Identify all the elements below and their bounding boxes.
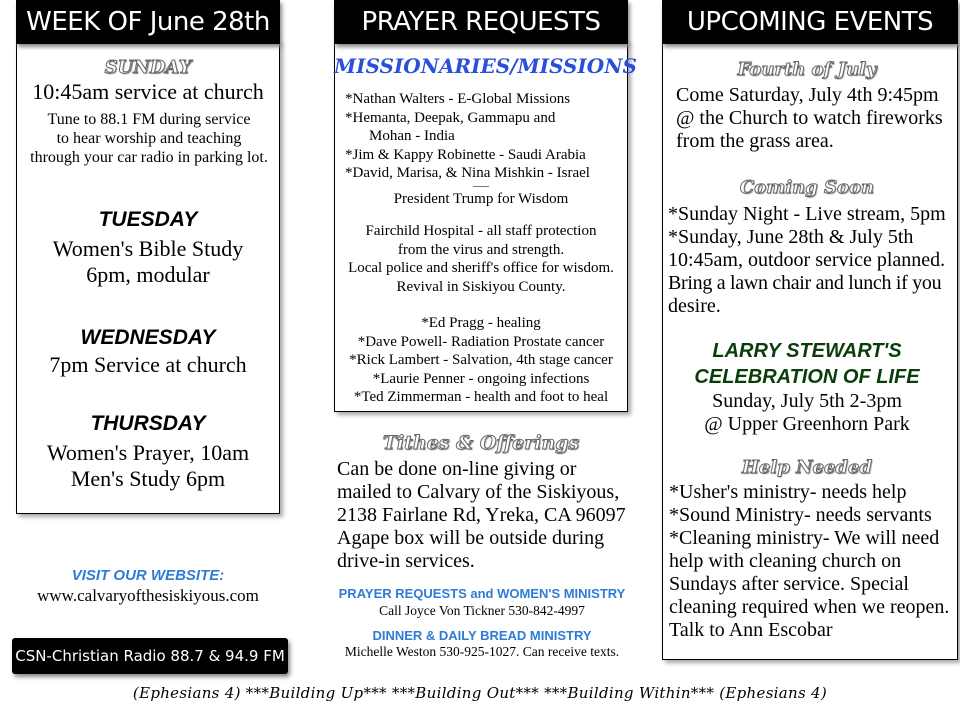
celebration-title-line: LARRY STEWART'S (712, 340, 902, 362)
missions-item: Mohan - India (369, 128, 455, 144)
coming-soon-text (668, 203, 960, 318)
celebration-title-line: CELEBRATION OF LIFE (694, 366, 920, 388)
sunday-note-line: to hear worship and teaching (56, 130, 242, 147)
tithes-title: Tithes & Offerings (382, 432, 580, 454)
prayer-header: PRAYER REQUESTS (334, 0, 628, 44)
tithes-line: Can be done on-line giving or (337, 458, 577, 480)
fourth-line: Come Saturday, July 4th 9:45pm (676, 84, 939, 106)
general-request-line: Local police and sheriff's office for wisdom. (348, 260, 614, 276)
wednesday-line: 7pm Service at church (49, 352, 247, 377)
tuesday-details (16, 236, 280, 288)
tuesday-line: 6pm, modular (86, 262, 210, 287)
tithes-line: Agape box will be outside during (337, 527, 605, 549)
fourth-title: Fourth of July (737, 59, 877, 80)
celebration-line: @ Upper Greenhorn Park (704, 413, 910, 435)
individual-request: *Ed Pragg - healing (421, 315, 541, 331)
tuesday-title: TUESDAY (98, 208, 198, 231)
fourth-line: @ the Church to watch fireworks (676, 107, 943, 129)
celebration-title (662, 338, 952, 390)
footer-verse: (Ephesians 4) ***Building Up*** ***Building Out*** ***Building Within*** (Ephesians 4) (132, 684, 828, 702)
thursday-title: THURSDAY (90, 412, 206, 435)
fourth-text (676, 84, 958, 153)
president-request: President Trump for Wisdom (393, 191, 569, 207)
coming-soon-line: *Sunday, June 28th & July 5th (668, 226, 914, 248)
general-request-line: from the virus and strength. (397, 241, 565, 258)
dinner-contact-detail: Michelle Weston 530-925-1027. Can receive texts. (344, 644, 620, 659)
sunday-service: 10:45am service at church (32, 79, 264, 104)
missions-item: *David, Marisa, & Nina Mishkin - Israel (345, 165, 590, 181)
coming-soon-line: *Sunday Night - Live stream, 5pm (668, 203, 946, 225)
individual-request: *Ted Zimmerman - health and foot to heal (353, 389, 609, 405)
help-needed-title: Help Needed (741, 457, 873, 478)
help-line: *Usher's ministry- needs help (669, 481, 907, 503)
individual-request: *Laurie Penner - ongoing infections (372, 370, 590, 387)
help-line: Talk to Ann Escobar (669, 619, 833, 641)
celebration-line: Sunday, July 5th 2-3pm (712, 390, 902, 412)
missions-item: *Hemanta, Deepak, Gammapu and (345, 109, 556, 126)
tuesday-line: Women's Bible Study (52, 236, 244, 261)
help-line: help with cleaning church on (669, 550, 902, 572)
general-request-line: Fairchild Hospital - all staff protection (365, 223, 597, 239)
website-url[interactable]: www.calvaryofthesiskiyous.com (37, 586, 259, 605)
dinner-contact-title: DINNER & DAILY BREAD MINISTRY (372, 628, 592, 643)
general-request-line: Revival in Siskiyou County. (396, 278, 566, 295)
help-line: Sundays after service. Special (669, 573, 909, 595)
events-header: UPCOMING EVENTS (662, 0, 958, 44)
prayer-contact-title: PRAYER REQUESTS and WOMEN'S MINISTRY (338, 586, 626, 601)
sunday-title: SUNDAY (104, 57, 192, 78)
thursday-line: Women's Prayer, 10am (46, 440, 250, 465)
website-label: VISIT OUR WEBSITE: (71, 567, 225, 584)
coming-soon-line: Bring a lawn chair and lunch if you (668, 272, 942, 294)
tithes-line: 2138 Fairlane Rd, Yreka, CA 96097 (337, 504, 626, 526)
sunday-note-line: Tune to 88.1 FM during service (47, 111, 251, 128)
sunday-note (14, 110, 284, 167)
coming-soon-line: desire. (668, 295, 721, 317)
divider (473, 186, 489, 187)
general-requests (334, 222, 628, 296)
tithes-text (337, 458, 631, 573)
radio-station-badge: CSN-Christian Radio 88.7 & 94.9 FM (12, 638, 288, 674)
thursday-line: Men's Study 6pm (70, 466, 226, 491)
fourth-line: from the grass area. (676, 130, 834, 152)
help-line: *Sound Ministry- needs servants (669, 504, 932, 526)
week-header: WEEK OF June 28th (16, 0, 280, 44)
coming-soon-title: Coming Soon (739, 177, 875, 198)
missions-title: MISSIONARIES/MISSIONS (334, 54, 637, 78)
tithes-line: mailed to Calvary of the Siskiyous, (337, 481, 620, 503)
sunday-note-line: through your car radio in parking lot. (30, 149, 268, 166)
wednesday-title: WEDNESDAY (80, 326, 216, 349)
celebration-details (662, 390, 952, 436)
coming-soon-line: 10:45am, outdoor service planned. (668, 249, 946, 271)
help-line: cleaning required when we reopen. (669, 596, 950, 618)
individual-requests (334, 314, 628, 407)
missions-list (345, 90, 625, 183)
tithes-line: drive-in services. (337, 550, 475, 572)
individual-request: *Rick Lambert - Salvation, 4th stage cancer (349, 352, 613, 368)
missions-item: *Jim & Kappy Robinette - Saudi Arabia (345, 146, 586, 163)
prayer-contact-detail: Call Joyce Von Tickner 530-842-4997 (379, 603, 585, 618)
missions-item: *Nathan Walters - E-Global Missions (345, 91, 571, 107)
help-needed-text (669, 481, 960, 642)
help-line: *Cleaning ministry- We will need (669, 527, 940, 549)
individual-request: *Dave Powell- Radiation Prostate cancer (357, 333, 605, 350)
thursday-details (16, 440, 280, 492)
